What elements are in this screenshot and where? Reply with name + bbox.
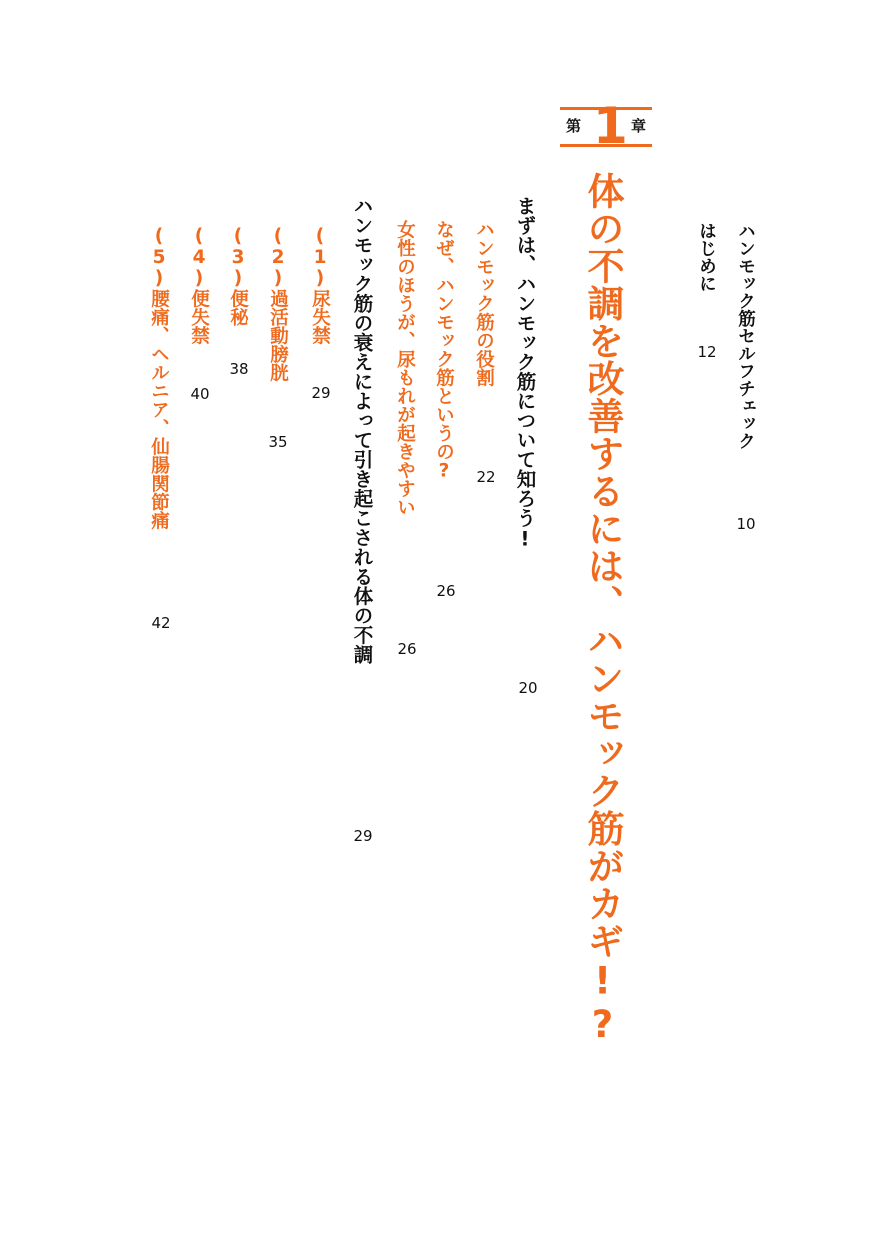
toc-entry-intro: はじめに — [696, 222, 717, 292]
toc-entry: (5)腰痛、ヘルニア、仙腸関節痛 — [148, 226, 170, 530]
chapter-number: 1 — [593, 97, 628, 155]
toc-page-number: 20 — [518, 679, 538, 697]
toc-page-number: 35 — [268, 433, 288, 451]
toc-entry: ハンモック筋の衰えによって引き起こされる体の不調 — [350, 196, 374, 664]
toc-page-number: 26 — [397, 640, 417, 658]
chapter-title: 体の不調を改善するには、ハンモック筋がカギ!? — [581, 172, 624, 1047]
toc-page-number: 42 — [151, 614, 171, 632]
chapter-badge — [560, 97, 652, 155]
toc-entry: (4)便失禁 — [188, 226, 210, 345]
chapter-prefix: 第 — [566, 117, 582, 135]
toc-entry: (1)尿失禁 — [309, 226, 331, 345]
toc-entry: 女性のほうが、尿もれが起きやすい — [394, 220, 416, 516]
toc-page-number: 40 — [190, 385, 210, 403]
toc-page-number: 10 — [736, 515, 756, 533]
toc-entry: まずは、ハンモック筋について知ろう! — [513, 196, 537, 551]
toc-page-number: 29 — [311, 384, 331, 402]
toc-page-number: 29 — [353, 827, 373, 845]
toc-entry: (3)便秘 — [227, 226, 249, 326]
chapter-suffix: 章 — [631, 117, 647, 135]
toc-page-number: 26 — [436, 582, 456, 600]
toc-entry: (2)過活動膀胱 — [267, 226, 289, 382]
toc-page-number: 12 — [697, 343, 717, 361]
toc-entry: ハンモック筋の役割 — [473, 220, 495, 387]
toc-page-number: 22 — [476, 468, 496, 486]
toc-entry-selfcheck: ハンモック筋セルフチェック — [735, 222, 756, 450]
toc-entry: なぜ、ハンモック筋というの? — [433, 220, 455, 482]
toc-page-number: 38 — [229, 360, 249, 378]
